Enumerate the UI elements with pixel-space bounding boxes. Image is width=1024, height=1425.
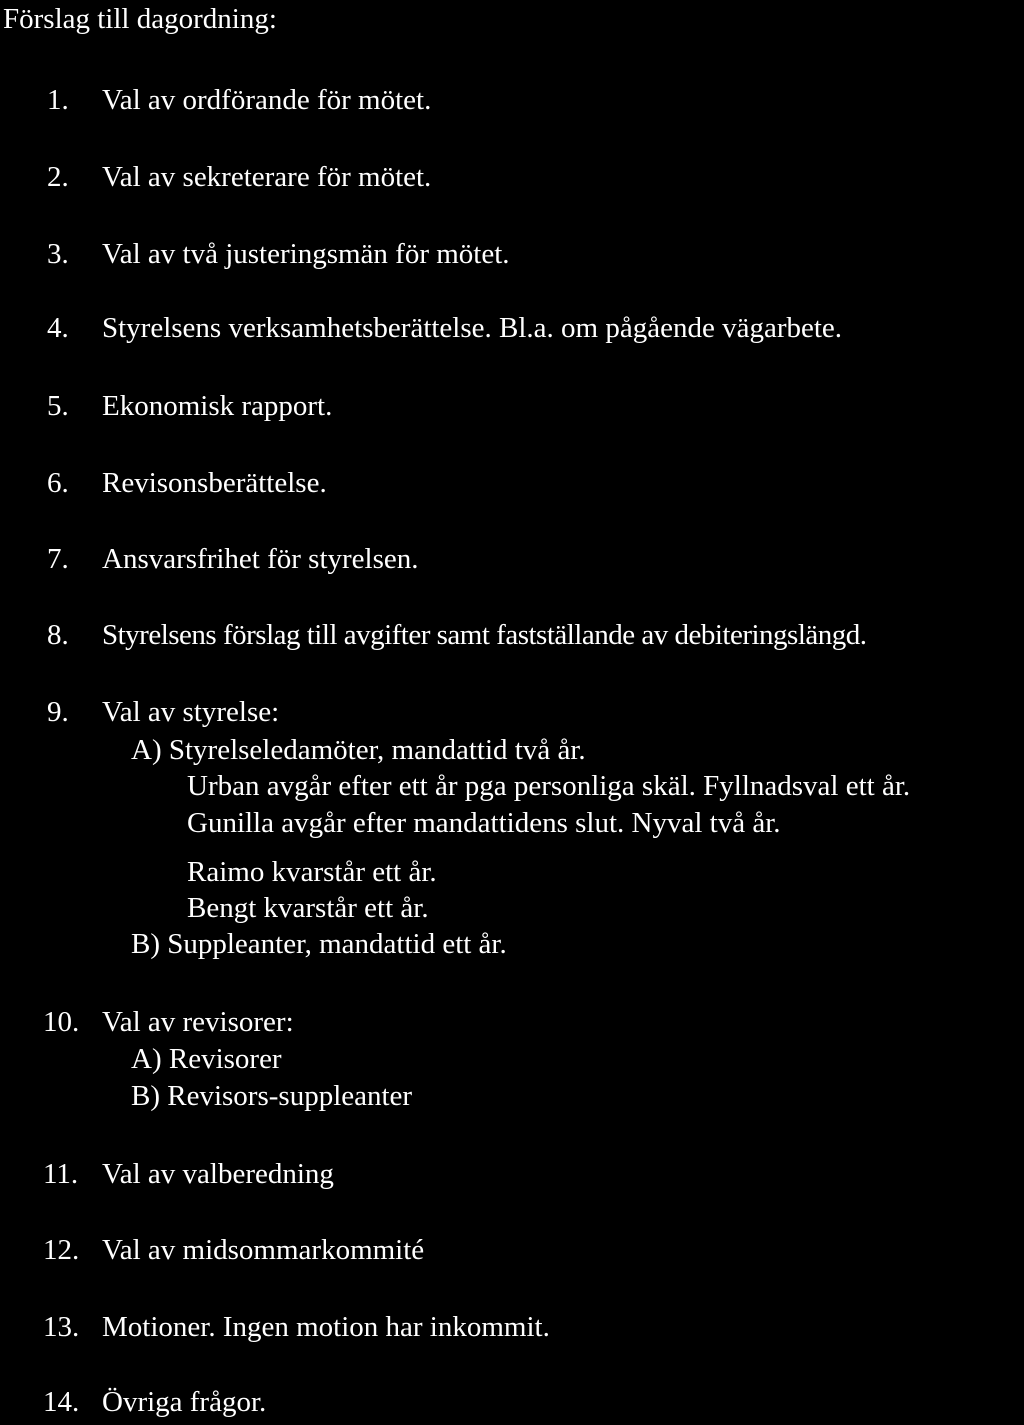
item-number: 1. [47, 84, 69, 116]
subitem-b: B) Revisors-suppleanter [131, 1080, 413, 1112]
item-text: Val av två justeringsmän för mötet. [102, 238, 510, 270]
subitem-note: Bengt kvarstår ett år. [187, 892, 429, 924]
item-text: Val av revisorer: [102, 1006, 294, 1038]
item-text: Styrelsens verksamhetsberättelse. Bl.a. om pågående vägarbete. [102, 312, 843, 344]
item-number: 5. [47, 390, 69, 422]
item-text: Styrelsens förslag till avgifter samt fastställande av debiteringslängd. [102, 619, 867, 651]
item-text: Val av valberedning [102, 1158, 334, 1190]
item-number: 4. [47, 312, 69, 344]
item-text: Ekonomisk rapport. [102, 390, 333, 422]
item-text: Val av sekreterare för mötet. [102, 161, 432, 193]
item-text: Revisonsberättelse. [102, 467, 327, 499]
item-number: 2. [47, 161, 69, 193]
item-text: Övriga frågor. [102, 1386, 267, 1418]
item-number: 12. [43, 1234, 80, 1266]
item-text: Motioner. Ingen motion har inkommit. [102, 1311, 550, 1343]
item-number: 8. [47, 619, 69, 651]
page-title: Förslag till dagordning: [3, 3, 277, 35]
item-number: 9. [47, 696, 69, 728]
subitem-a: A) Styrelseledamöter, mandattid två år. [131, 734, 586, 766]
item-number: 13. [43, 1311, 80, 1343]
subitem-note: Urban avgår efter ett år pga personliga skäl. Fyllnadsval ett år. [187, 770, 911, 802]
subitem-note: Raimo kvarstår ett år. [187, 856, 437, 888]
item-number: 7. [47, 543, 69, 575]
subitem-note: Gunilla avgår efter mandattidens slut. Nyval två år. [187, 807, 781, 839]
item-number: 14. [43, 1386, 80, 1418]
item-number: 6. [47, 467, 69, 499]
subitem-b: B) Suppleanter, mandattid ett år. [131, 928, 507, 960]
item-number: 3. [47, 238, 69, 270]
item-number: 10. [43, 1006, 80, 1038]
item-text: Val av midsommarkommité [102, 1234, 425, 1266]
item-text: Val av styrelse: [102, 696, 280, 728]
item-text: Val av ordförande för mötet. [102, 84, 432, 116]
item-text: Ansvarsfrihet för styrelsen. [102, 543, 419, 575]
subitem-a: A) Revisorer [131, 1043, 282, 1075]
item-number: 11. [43, 1158, 79, 1190]
